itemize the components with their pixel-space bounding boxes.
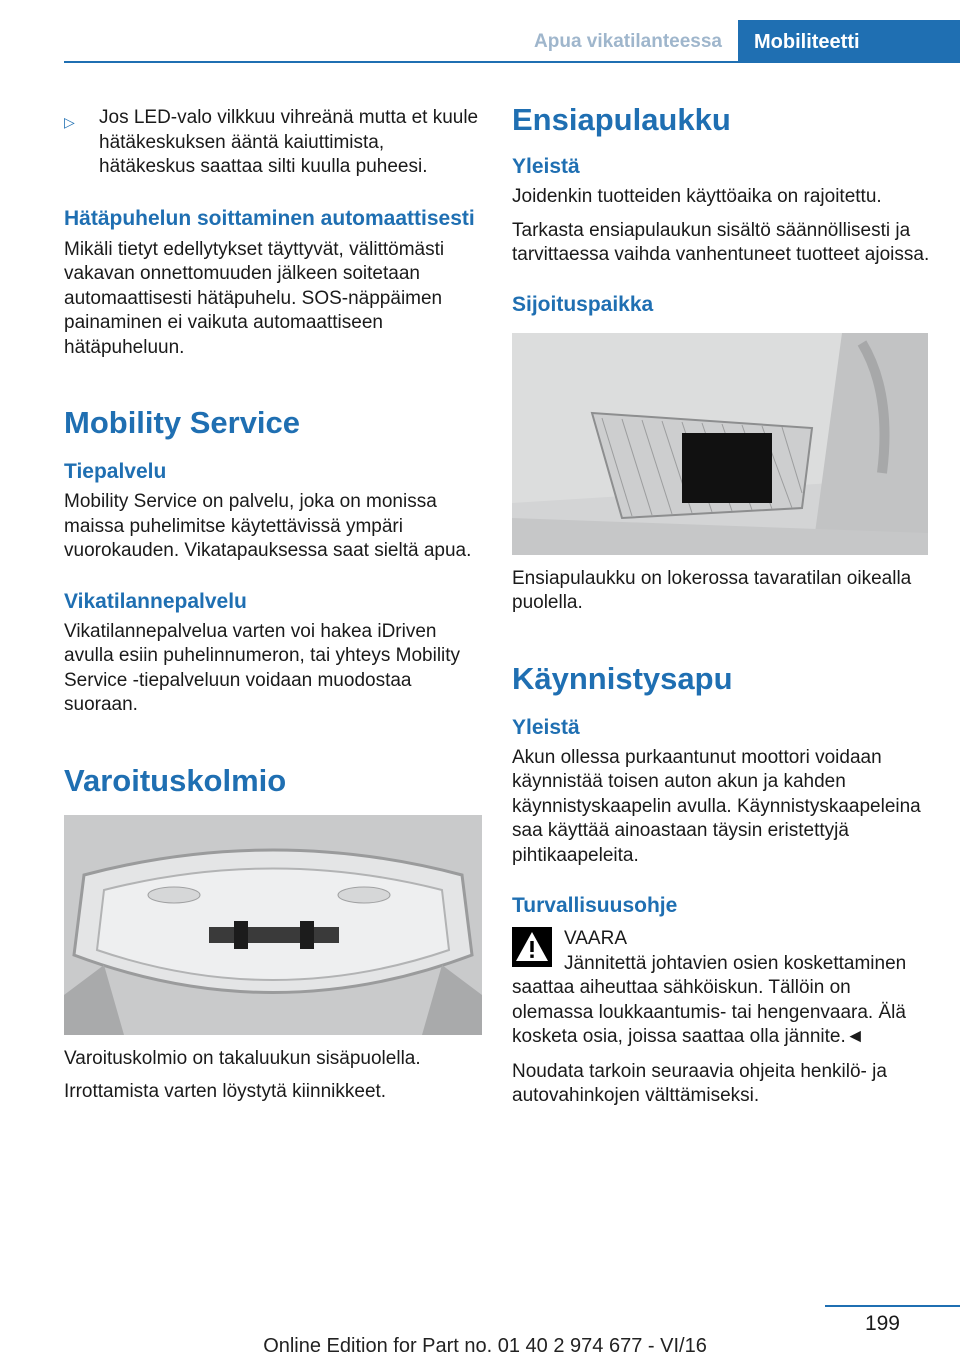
warning-triangle-icon (512, 927, 552, 967)
bullet-text: Jos LED-valo vilkkuu vihreänä mutta et kuule hätäkeskuksen ääntä kaiuttimista, hätäkeskus saattaa silti kuulla puheesi. (99, 107, 479, 177)
right-column (512, 100, 930, 1109)
final-instruction-text: Noudata tarkoin seuraavia ohjeita henkilö- ja autovahinkojen välttämiseksi. (512, 1060, 887, 1106)
trunk-lid-illustration (64, 815, 482, 1035)
header-divider (64, 61, 960, 63)
bullet-paragraph (64, 106, 482, 180)
turvallisuusohje-heading: Turvallisuusohje (512, 894, 678, 917)
yleista-text-3: Akun ollessa purkaantunut moottori voidaan käynnistää toisen auton akun ja kahden käynnistyskaapelin avulla. Käynnistyskaapeleina saa käyttää ainoastaan täysin eristettyjä pihtikaapeleita. (512, 746, 921, 866)
yleista-heading-1: Yleistä (512, 155, 580, 178)
yleista-text-1: Joidenkin tuotteiden käyttöaika on rajoitettu. (512, 186, 882, 207)
sijoituspaikka-heading: Sijoituspaikka (512, 292, 654, 316)
header-section-title: Apua vikatilanteessa (534, 31, 722, 52)
kaynnistysapu-heading: Käynnistysapu (512, 660, 733, 696)
trunk-lid-image (64, 815, 482, 1035)
vikatilanne-text: Vikatilannepalvelua varten voi hakea iDriven avulla esiin puhelinnumeron, tai yhteys Mobility Service -tiepalveluun voidaan muodostaa suoraan. (64, 620, 461, 715)
mobility-service-heading: Mobility Service (64, 405, 301, 440)
warning-label: VAARA (564, 928, 628, 949)
trunk-net-illustration (512, 333, 928, 555)
vikatilanne-heading: Vikatilannepalvelu (64, 589, 247, 613)
tiepalvelu-text: Mobility Service on palvelu, joka on monissa maissa puhelimitse käytettävissä ympäri vuorokauden. Vikatapauksessa saat sieltä apua. (64, 491, 472, 561)
first-aid-location-image (512, 333, 928, 555)
yleista-heading-2: Yleistä (512, 715, 580, 739)
page-number: 199 (864, 1312, 900, 1335)
triangle-bullet-icon: ▷ (64, 114, 75, 130)
auto-call-text: Mikäli tietyt edellytykset täyttyvät, välittömästi vakavan onnettomuuden jälkeen soitetaan automaattisesti hätäpuhelu. SOS-näppäimen painaminen ei vaikuta automaattiseen hätäpuheluun. (64, 238, 445, 358)
auto-call-heading: Hätäpuhelun soittaminen automaattisesti (64, 206, 475, 230)
warning-body: Jännitettä johtavien osien koskettaminen saattaa aiheuttaa sähköiskun. Tällöin on olemassa loukkaantumis- tai hengenvaara. Älä kosketa osia, joissa saattaa olla jännite.◄ (512, 952, 907, 1047)
tiepalvelu-heading: Tiepalvelu (64, 460, 167, 483)
ensiapulaukku-heading: Ensiapulaukku (512, 102, 731, 137)
warning-block (512, 927, 930, 1050)
left-column (64, 100, 482, 1105)
edition-footer: Online Edition for Part no. 01 40 2 974 677 - VI/16 (263, 1335, 707, 1357)
yleista-text-2: Tarkasta ensiapulaukun sisältö säännöllisesti ja tarvittaessa vaihda vanhentuneet tuotteet ajoissa. (512, 219, 930, 265)
warning-text (512, 952, 930, 1050)
sijoituspaikka-caption: Ensiapulaukku on lokerossa tavaratilan oikealla puolella. (512, 567, 912, 613)
header-chapter-tab: Mobiliteetti (738, 20, 960, 62)
footer-divider (825, 1305, 960, 1307)
varoituskolmio-caption-2: Irrottamista varten löystytä kiinnikkeet. (64, 1081, 387, 1102)
varoituskolmio-heading: Varoituskolmio (64, 762, 287, 798)
varoituskolmio-caption-1: Varoituskolmio on takaluukun sisäpuolella. (64, 1047, 421, 1069)
